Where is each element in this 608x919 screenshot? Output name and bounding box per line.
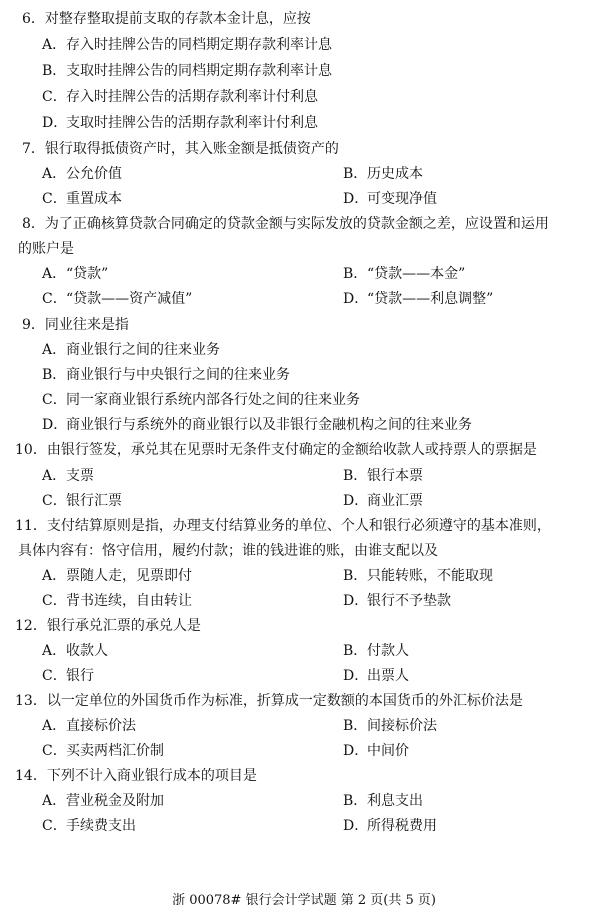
- option-b: B．利息支出: [343, 793, 423, 809]
- option-c: C．买卖两档汇价制: [42, 743, 164, 759]
- option-d: D．可变现净值: [343, 191, 437, 207]
- option-a: A．存入时挂牌公告的同档期定期存款利率计息: [42, 37, 332, 53]
- question-text: 银行取得抵债资产时，其入账金额是抵债资产的: [44, 141, 339, 157]
- option-b: B．“贷款——本金”: [343, 266, 466, 282]
- question-number: 14: [15, 768, 33, 784]
- option-c: C．同一家商业银行系统内部各行处之间的往来业务: [42, 392, 360, 408]
- option-d: D．银行不予垫款: [343, 593, 451, 609]
- question-stem: 9．同业往来是指: [22, 317, 129, 333]
- question-stem: 7．银行取得抵债资产时，其入账金额是抵债资产的: [22, 141, 339, 157]
- option-d: D．出票人: [343, 668, 409, 684]
- question-number: 8: [22, 216, 31, 232]
- option-c: C．手续费支出: [42, 818, 136, 834]
- question-text: 支付结算原则是指，办理支付结算业务的单位、个人和银行必须遵守的基本准则，: [46, 518, 551, 534]
- option-b: B．银行本票: [343, 468, 423, 484]
- option-a: A．“贷款”: [42, 266, 109, 282]
- question-text: 同业往来是指: [44, 317, 129, 333]
- option-c: C．银行: [42, 668, 94, 684]
- option-a: A．支票: [42, 468, 94, 484]
- option-a: A．直接标价法: [42, 718, 136, 734]
- option-a: A．营业税金及附加: [42, 793, 164, 809]
- option-a: A．商业银行之间的往来业务: [42, 342, 220, 358]
- option-c: C．背书连续，自由转让: [42, 593, 192, 609]
- question-number: 12: [15, 618, 33, 634]
- option-d: D．中间价: [343, 743, 409, 759]
- option-d: D．“贷款——利息调整”: [343, 291, 494, 307]
- option-c: C．重置成本: [42, 191, 122, 207]
- option-d: D．所得税费用: [343, 818, 437, 834]
- question-stem: 6．对整存整取提前支取的存款本金计息，应按: [22, 11, 311, 27]
- question-stem: 8．为了正确核算贷款合同确定的贷款金额与实际发放的贷款金额之差，应设置和运用: [22, 216, 549, 232]
- option-a: A．票随人走，见票即付: [42, 568, 192, 584]
- question-stem: 14．下列不计入商业银行成本的项目是: [15, 768, 257, 784]
- question-stem: 11．支付结算原则是指，办理支付结算业务的单位、个人和银行必须遵守的基本准则，: [15, 518, 551, 534]
- option-c: C．银行汇票: [42, 493, 122, 509]
- question-text: 下列不计入商业银行成本的项目是: [46, 768, 257, 784]
- option-a: A．收款人: [42, 643, 108, 659]
- question-text: 为了正确核算贷款合同确定的贷款金额与实际发放的贷款金额之差，应设置和运用: [44, 216, 549, 232]
- option-c: C．存入时挂牌公告的活期存款利率计付利息: [42, 89, 318, 105]
- option-c: C．“贷款——资产减值”: [42, 291, 193, 307]
- question-number: 7: [22, 141, 31, 157]
- question-text-continued: 的账户是: [18, 241, 74, 257]
- question-stem: 13．以一定单位的外国货币作为标准，折算成一定数额的本国货币的外汇标价法是: [15, 693, 523, 709]
- question-number: 11: [15, 518, 33, 534]
- question-number: 9: [22, 317, 31, 333]
- question-text: 银行承兑汇票的承兑人是: [46, 618, 201, 634]
- option-d: D．支取时挂牌公告的活期存款利率计付利息: [42, 115, 318, 131]
- option-b: B．间接标价法: [343, 718, 437, 734]
- question-text: 以一定单位的外国货币作为标准，折算成一定数额的本国货币的外汇标价法是: [46, 693, 523, 709]
- option-b: B．历史成本: [343, 166, 423, 182]
- option-b: B．只能转账，不能取现: [343, 568, 493, 584]
- question-text-continued: 具体内容有：恪守信用，履约付款；谁的钱进谁的账，由谁支配以及: [18, 543, 438, 559]
- question-text: 由银行签发，承兑其在见票时无条件支付确定的金额给收款人或持票人的票据是: [46, 442, 537, 458]
- option-b: B．付款人: [343, 643, 409, 659]
- option-d: D．商业汇票: [343, 493, 423, 509]
- page-footer: 浙 00078# 银行会计学试题 第 2 页(共 5 页): [172, 893, 436, 908]
- question-number: 13: [15, 693, 33, 709]
- question-stem: 12．银行承兑汇票的承兑人是: [15, 618, 201, 634]
- option-d: D．商业银行与系统外的商业银行以及非银行金融机构之间的往来业务: [42, 417, 472, 433]
- option-a: A．公允价值: [42, 166, 122, 182]
- question-stem: 10．由银行签发，承兑其在见票时无条件支付确定的金额给收款人或持票人的票据是: [15, 442, 537, 458]
- question-text: 对整存整取提前支取的存款本金计息，应按: [44, 11, 311, 27]
- question-number: 10: [15, 442, 33, 458]
- option-b: B．商业银行与中央银行之间的往来业务: [42, 367, 290, 383]
- question-number: 6: [22, 11, 31, 27]
- option-b: B．支取时挂牌公告的同档期定期存款利率计息: [42, 63, 332, 79]
